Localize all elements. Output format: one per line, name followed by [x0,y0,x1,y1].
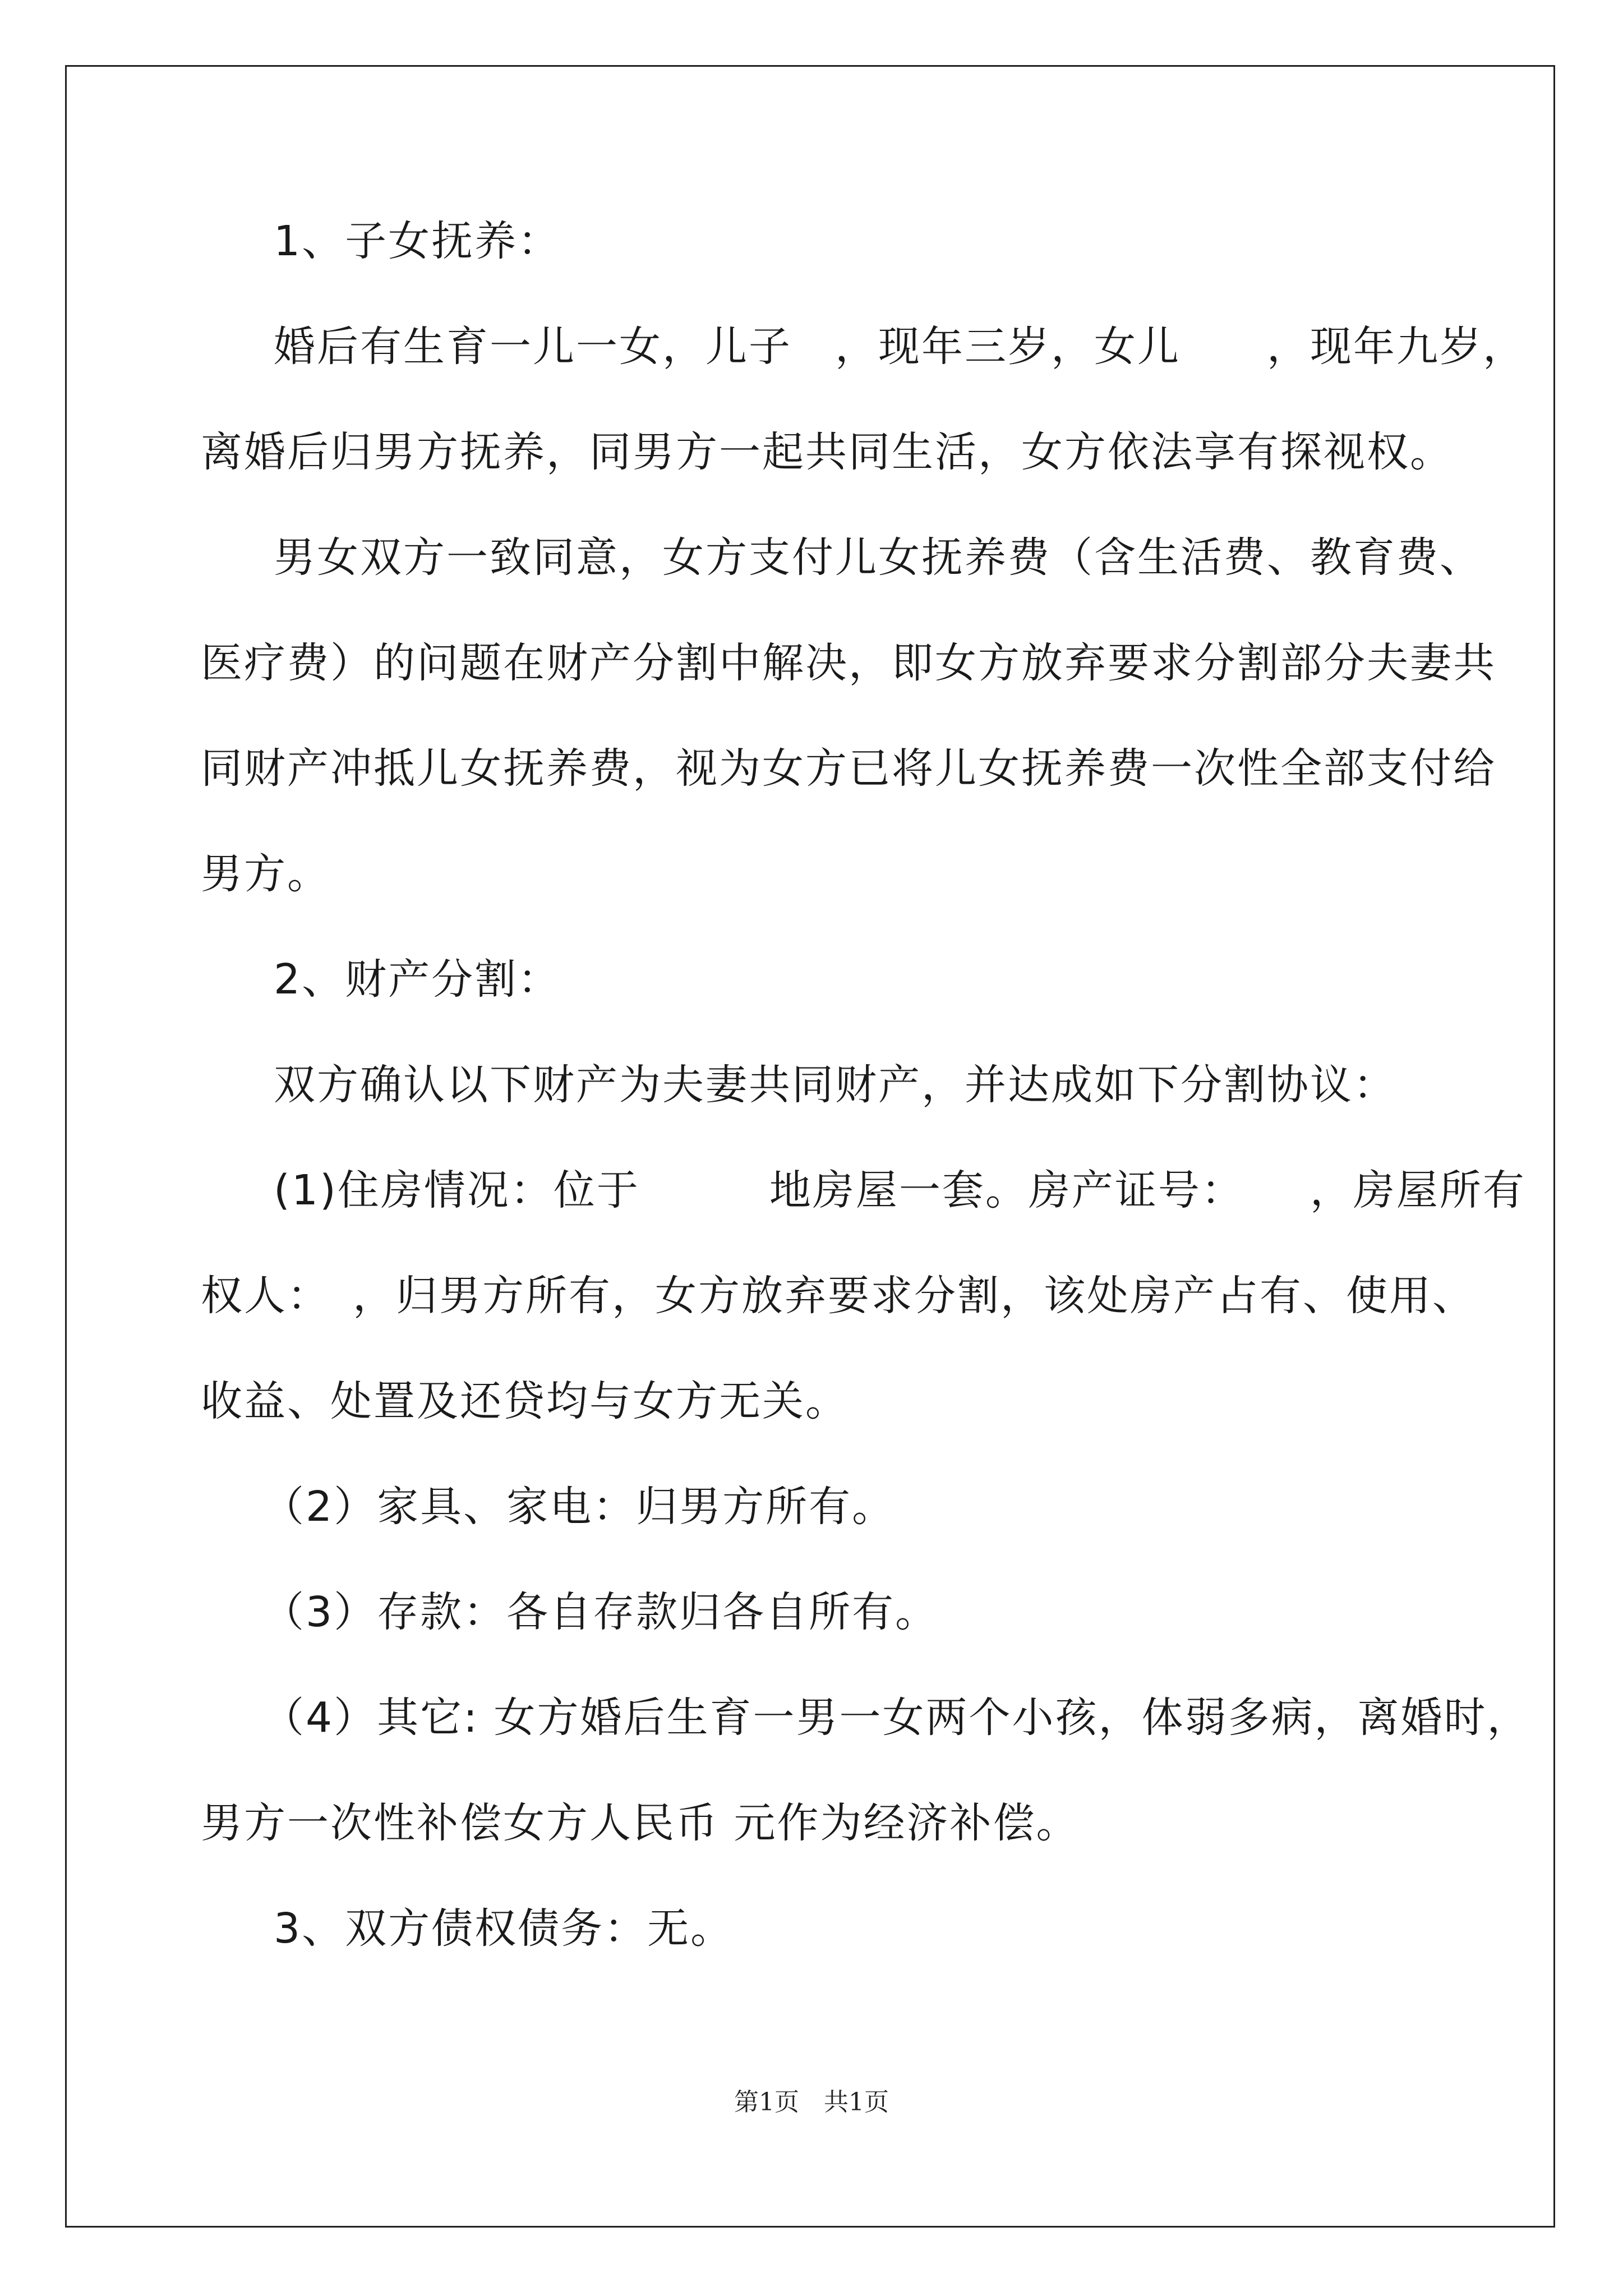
paragraph-line: 离婚后归男方抚养，同男方一起共同生活，女方依法享有探视权。 [201,428,1453,476]
paragraph-line: 男女双方一致同意，女方支付儿女抚养费（含生活费、教育费、 [274,533,1483,582]
paragraph-line: （3）存款：各自存款归各自所有。 [262,1588,939,1636]
section-heading-property-division: 2、财产分割： [274,955,561,1004]
paragraph-line: 权人： ，归男方所有，女方放弃要求分割，该处房产占有、使用、 [201,1272,1476,1320]
paragraph-line: 双方确认以下财产为夫妻共同财产，并达成如下分割协议： [274,1061,1396,1109]
paragraph-line: 医疗费）的问题在财产分割中解决，即女方放弃要求分割部分夫妻共 [201,639,1496,687]
paragraph-line: 男方一次性补偿女方人民币 元作为经济补偿。 [201,1799,1080,1847]
section-heading-debts: 3、双方债权债务：无。 [274,1904,734,1953]
paragraph-line: （2）家具、家电：归男方所有。 [262,1483,896,1531]
section-heading-child-custody: 1、子女抚养： [274,217,561,265]
paragraph-line: 男方。 [201,850,330,898]
paragraph-line: 婚后有生育一儿一女，儿子 ，现年三岁，女儿 ，现年九岁， [274,323,1526,371]
paragraph-line: (1)住房情况：位于 地房屋一套。房产证号： ，房屋所有 [274,1166,1526,1214]
page-number-footer: 第1页 共1页 [734,2088,889,2116]
paragraph-line: （4）其它: 女方婚后生育一男一女两个小孩，体弱多病，离婚时， [262,1694,1530,1742]
paragraph-line: 收益、处置及还贷均与女方无关。 [201,1377,849,1425]
paragraph-line: 同财产冲抵儿女抚养费，视为女方已将儿女抚养费一次性全部支付给 [201,744,1496,793]
